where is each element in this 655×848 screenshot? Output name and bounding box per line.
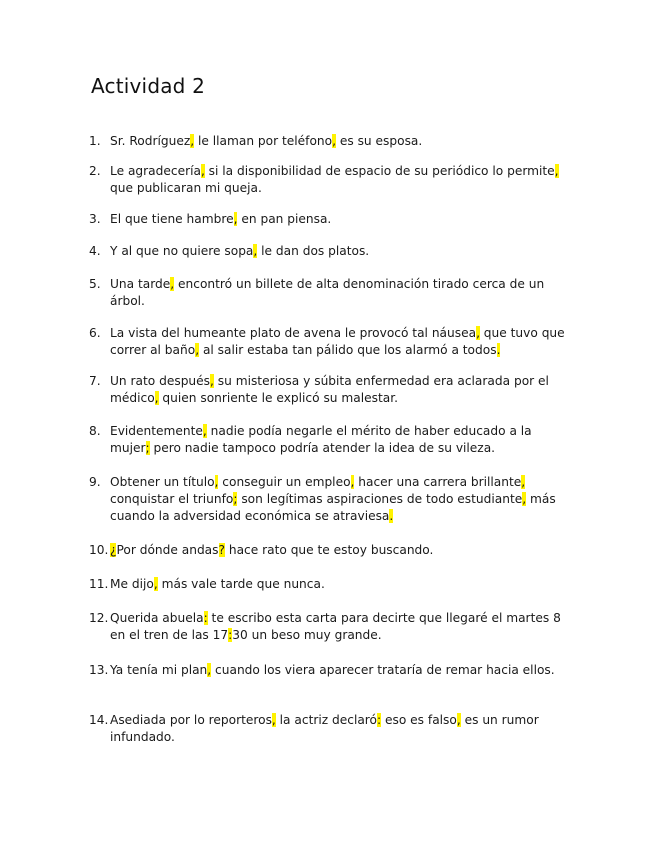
sentence-fragment: la actriz declaró: [275, 713, 378, 727]
highlighted-punctuation: ,: [554, 164, 559, 178]
item-text: [110, 163, 570, 197]
sentence-fragment: nadie podía negarle el mérito de haber educado a la mujer: [110, 424, 532, 455]
sentence-fragment: Evidentemente: [110, 424, 203, 438]
sentence-fragment: más cuando la adversidad económica se atraviesa: [110, 492, 556, 523]
highlighted-punctuation: :: [377, 713, 382, 727]
highlighted-punctuation: ,: [233, 212, 238, 226]
sentence-fragment: es un rumor infundado.: [110, 713, 539, 744]
sentence-fragment: Me dijo: [110, 577, 154, 591]
item-number: 3.: [89, 212, 101, 226]
sentence-fragment: El que tiene hambre: [110, 212, 234, 226]
highlighted-punctuation: ;: [145, 441, 150, 455]
sentence-fragment: Ya tenía mi plan: [110, 663, 208, 677]
sentence-fragment: conseguir un empleo: [218, 475, 351, 489]
sentence-fragment: Le agradecería: [110, 164, 201, 178]
highlighted-punctuation: :: [228, 628, 233, 642]
item-number: 13.: [89, 663, 109, 677]
sentence-fragment: 30 un beso muy grande.: [232, 628, 382, 642]
sentence-fragment: Por dónde andas: [116, 543, 219, 557]
sentence-fragment: Asediada por lo reporteros: [110, 713, 272, 727]
sentence-fragment: conquistar el triunfo: [110, 492, 234, 506]
highlighted-punctuation: ,: [170, 277, 175, 291]
highlighted-punctuation: ,: [350, 475, 355, 489]
sentence-fragment: Sr. Rodríguez: [110, 134, 191, 148]
highlighted-punctuation: :: [203, 611, 208, 625]
sentence-fragment: La vista del humeante plato de avena le provocó tal náusea: [110, 326, 477, 340]
item-text: [110, 662, 570, 679]
highlighted-punctuation: ,: [253, 244, 258, 258]
item-text: [110, 276, 570, 310]
item-text: [110, 373, 570, 407]
sentence-fragment: que tuvo que correr al baño: [110, 326, 565, 357]
sentence-fragment: cuando los viera aparecer trataría de remar hacia ellos.: [211, 663, 555, 677]
highlighted-punctuation: ,: [214, 475, 219, 489]
sentence-fragment: le llaman por teléfono: [194, 134, 333, 148]
item-text: [110, 474, 570, 525]
item-text: [110, 211, 570, 228]
highlighted-punctuation: ?: [218, 543, 225, 557]
highlighted-punctuation: ,: [154, 391, 159, 405]
highlighted-punctuation: ,: [153, 577, 158, 591]
item-text: [110, 133, 570, 150]
highlighted-punctuation: ,: [200, 164, 205, 178]
highlighted-punctuation: ,: [207, 663, 212, 677]
item-number: 8.: [89, 424, 101, 438]
highlighted-punctuation: ,: [332, 134, 336, 148]
sentence-fragment: Una tarde: [110, 277, 171, 291]
item-text: [110, 576, 570, 593]
item-text: [110, 423, 570, 457]
item-text: [110, 243, 570, 260]
item-number: 7.: [89, 374, 101, 388]
sentence-fragment: hace rato que te estoy buscando.: [224, 543, 434, 557]
highlighted-punctuation: ,: [190, 134, 195, 148]
highlighted-punctuation: .: [496, 343, 501, 357]
sentence-fragment: le dan dos platos.: [257, 244, 370, 258]
sentence-fragment: es su esposa.: [335, 134, 423, 148]
item-number: 5.: [89, 277, 101, 291]
item-number: 10.: [89, 543, 109, 557]
item-number: 4.: [89, 244, 101, 258]
highlighted-punctuation: ,: [202, 424, 207, 438]
sentence-fragment: Un rato después: [110, 374, 210, 388]
page-title: Actividad 2: [91, 74, 206, 98]
sentence-fragment: Obtener un título: [110, 475, 215, 489]
highlighted-punctuation: ,: [521, 475, 526, 489]
item-text: [110, 542, 570, 559]
item-text: [110, 712, 570, 746]
highlighted-punctuation: ,: [456, 713, 461, 727]
sentence-fragment: Y al que no quiere sopa: [110, 244, 254, 258]
highlighted-punctuation: ¿: [110, 543, 117, 557]
sentence-fragment: que publicaran mi queja.: [110, 181, 262, 195]
sentence-fragment: su misteriosa y súbita enfermedad era aclarada por el médico: [110, 374, 549, 405]
highlighted-punctuation: ,: [522, 492, 527, 506]
item-number: 14.: [89, 713, 109, 727]
highlighted-punctuation: ;: [233, 492, 238, 506]
item-number: 11.: [89, 577, 109, 591]
item-number: 1.: [89, 134, 101, 148]
item-text: [110, 325, 570, 359]
highlighted-punctuation: ,: [195, 343, 200, 357]
item-text: [110, 610, 570, 644]
sentence-fragment: en pan piensa.: [237, 212, 332, 226]
highlighted-punctuation: ,: [476, 326, 480, 340]
sentence-fragment: eso es falso: [381, 713, 457, 727]
item-number: 9.: [89, 475, 101, 489]
sentence-fragment: más vale tarde que nunca.: [157, 577, 325, 591]
sentence-fragment: Querida abuela: [110, 611, 204, 625]
highlighted-punctuation: .: [389, 509, 394, 523]
sentence-fragment: pero nadie tampoco podría atender la idea de su vileza.: [149, 441, 496, 455]
highlighted-punctuation: ,: [271, 713, 276, 727]
item-number: 12.: [89, 611, 109, 625]
sentence-fragment: quien sonriente le explicó su malestar.: [158, 391, 398, 405]
sentence-fragment: al salir estaba tan pálido que los alarmó a todos: [199, 343, 497, 357]
sentence-fragment: hacer una carrera brillante: [354, 475, 522, 489]
sentence-fragment: si la disponibilidad de espacio de su periódico lo permite: [204, 164, 555, 178]
item-number: 2.: [89, 164, 101, 178]
sentence-fragment: encontró un billete de alta denominación tirado cerca de un árbol.: [110, 277, 545, 308]
item-number: 6.: [89, 326, 101, 340]
highlighted-punctuation: ,: [210, 374, 214, 388]
sentence-fragment: son legítimas aspiraciones de todo estudiante: [237, 492, 523, 506]
sentence-fragment: te escribo esta carta para decirte que llegaré el martes 8 en el tren de las 17: [110, 611, 561, 642]
